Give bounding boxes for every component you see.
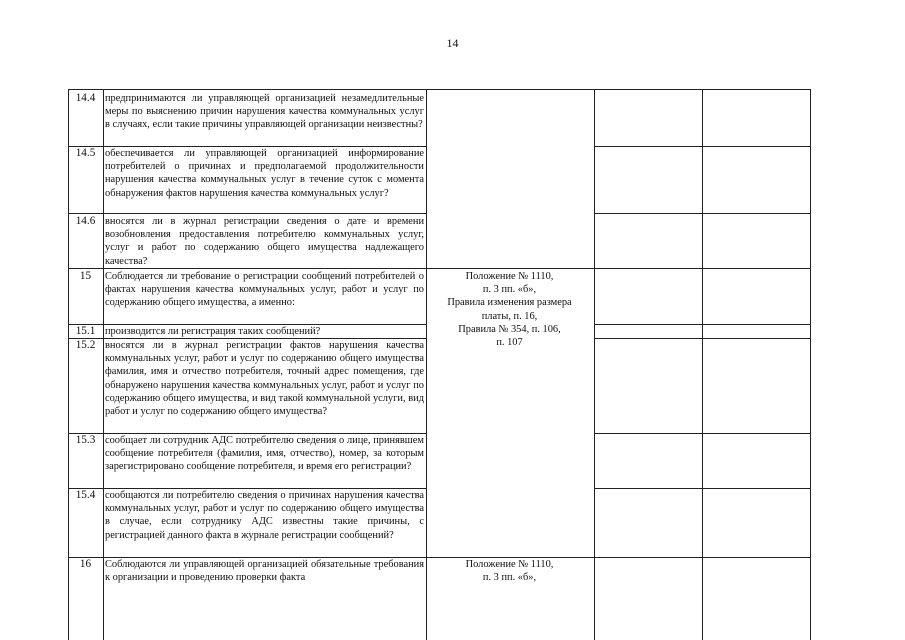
row-question: Соблюдается ли требование о регистрации сообщений потребителей о фактах нарушения качества коммунальных услуг, работ и услуг по содержанию общего имущества, а именно: — [105, 271, 424, 309]
row-question: Соблюдаются ли управляющей организацией обязательные требования к организации и проведению проверки факта — [105, 559, 424, 584]
reference-line: Положение № 1110, — [465, 559, 554, 570]
row-number: 14.4 — [75, 92, 96, 104]
column-border — [810, 89, 811, 640]
row-number: 15 — [79, 270, 92, 282]
row-question: предпринимаются ли управляющей организацией незамедлительные меры по выяснению причин нарушения качества коммунальных услуг в случаях, если такие причины управляющей организации неизвестны? — [105, 93, 424, 131]
legal-reference — [427, 270, 592, 349]
reference-line: Правила изменения размера — [447, 297, 572, 309]
row-number: 15.2 — [75, 339, 96, 351]
ref-separator — [426, 268, 594, 269]
table-top-border — [68, 89, 811, 90]
legal-reference — [427, 558, 592, 584]
row-separator — [68, 213, 426, 214]
reference-line: п. 3 пп. «б», — [482, 284, 537, 296]
column-border — [594, 89, 595, 640]
row-number: 14.5 — [75, 147, 96, 159]
row-number: 15.1 — [75, 325, 96, 337]
column-border — [702, 89, 703, 640]
row-number: 16 — [79, 558, 92, 570]
row-separator — [68, 268, 426, 269]
row-number: 15.3 — [75, 434, 96, 446]
row-question: сообщаются ли потребителю сведения о причинах нарушения качества коммунальных услуг, работ и услуг по содержанию общего имущества в случае, если сотруднику АДС известны такие причины, с регистрацией данного факта в журнале регистрации сообщений? — [105, 490, 424, 541]
reference-line: платы, п. 16, — [481, 310, 538, 322]
row-number: 15.4 — [75, 489, 96, 501]
row-question: сообщает ли сотрудник АДС потребителю сведения о лице, принявшем сообщение потребителя (фамилия, имя, отчество), номер, за которым зарегистрировано сообщение потребителя, и время его регистрации? — [105, 435, 424, 473]
row-question: производится ли регистрация таких сообщений? — [105, 326, 321, 337]
reference-line: Положение № 1110, — [465, 271, 554, 282]
column-border — [103, 89, 104, 640]
reference-line: п. 3 пп. «б», — [482, 572, 537, 584]
row-number: 14.6 — [75, 215, 96, 227]
requirements-table — [68, 89, 811, 640]
page-number: 14 — [446, 36, 459, 50]
row-question: вносятся ли в журнал регистрации сведения о дате и времени возобновления предоставления потребителю коммунальных услуг, услуг и работ по содержанию общего имущества надлежащего качества? — [105, 216, 424, 267]
reference-line: п. 107 — [496, 337, 523, 349]
row-question: вносятся ли в журнал регистрации фактов нарушения качества коммунальных услуг, работ и услуг по содержанию общего имущества фамилия, имя и отчество потребителя, точный адрес помещения, где обнаружено нарушения качества коммунальных услуг, работ и услуг по содержанию общего имущества, и вид такой коммунальной услуги, вид работ и услуг по содержанию общего имущества? — [105, 340, 424, 418]
row-question: обеспечивается ли управляющей организацией информирование потребителей о причинах и предполагаемой продолжительности нарушения качества коммунальных услуг в течение суток с момента обнаружения фактов нарушения качества коммунальных услуг? — [105, 148, 424, 199]
reference-line: Правила № 354, п. 106, — [458, 323, 561, 335]
